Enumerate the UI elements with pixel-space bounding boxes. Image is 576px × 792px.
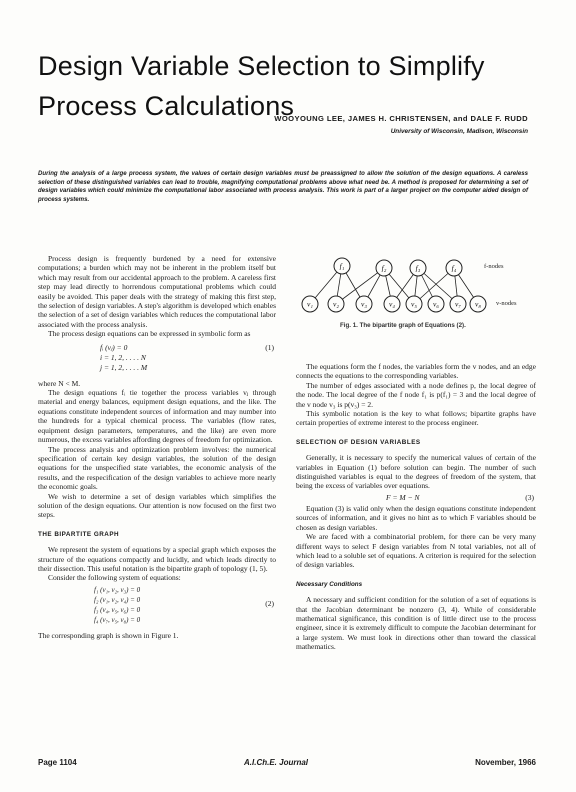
equation-line: j = 1, 2, . . . . M: [100, 362, 148, 372]
left-column: [38, 254, 276, 640]
equation-line: f₄ (v₇, v₅, v₈) = 0: [94, 615, 141, 624]
v-node-label: v₇: [455, 299, 461, 309]
where-clause: where N < M.: [38, 378, 81, 388]
paragraph: The number of edges associated with a node defines p, the local degree of the node. The local degree of the f node f₁ is p(f₁) = 3 and the local degree of the v node v₃ is p(v₃) = 2.: [296, 380, 536, 409]
paragraph: This symbolic notation is the key to what follows; bipartite graphs have certain properties of extreme interest to the process engineer.: [296, 409, 536, 428]
subsection-heading: Necessary Conditions: [296, 580, 363, 588]
paragraph: Process design is frequently burdened by a need for extensive computations; a burden which may not be inherent in the problem itself but which may result from our accidental approach to the problem. A careless first step may lead directly to horrendous computational problems which could easily be avoided. This paper deals with the strategy of making this first step, the selection of design variables. A step's algorithm is developed which enables the selection of a set of design variables which reduces the computational labor associated with the process analysis.: [38, 254, 276, 329]
page-title: Design Variable Selection to Simplify Process Calculations: [38, 51, 485, 122]
equation-line: f₃ (v₄, v₅, v₆) = 0: [94, 605, 141, 614]
paragraph: A necessary and sufficient condition for the solution of a set of equations is that the Jacobian determinant be nonzero (3, 4). While of considerable mathematical significance, this condition is of little direct use to the process engineer, since it is extremely difficult to compute the Jacobian determinant for a large system. We must look in directions other than toward the classical mathematics.: [296, 595, 536, 652]
f-node-label: f₃: [415, 263, 421, 273]
journal-name: A.I.Ch.E. Journal: [244, 758, 309, 767]
f-node-label: f₁: [339, 261, 345, 271]
equation-line: i = 1, 2, . . . . N: [100, 352, 146, 362]
paragraph: Equation (3) is valid only when the design equations constitute independent sources of information, and it gives no hint as to which F variables should be chosen as design variables.: [296, 503, 536, 532]
paragraph: The process analysis and optimization problem involves: the numerical specification of certain key design variables, the solution of the design equations for the unspecified state variables, the economic analysis of the results, and the respecification of the design variables to achieve more nearly the economic goals.: [38, 444, 276, 492]
section-heading: SELECTION OF DESIGN VARIABLES: [296, 438, 421, 446]
f-nodes-group: [334, 258, 462, 276]
v-node-label: v₃: [361, 299, 367, 309]
f-node-label: f₂: [381, 263, 387, 273]
equation-line: f₂ (v₁, v₂, v₄) = 0: [94, 595, 141, 604]
figure-reference: The corresponding graph is shown in Figure 1.: [38, 630, 179, 640]
figure-caption: Fig. 1. The bipartite graph of Equations (2).: [340, 322, 466, 329]
equation-2: [38, 585, 276, 631]
abstract: During the analysis of a large process system, the values of certain design variables must be preassigned to allow the solution of the design equations. A careless selection of these distinguished variables can lead to trouble, magnifying computational problems above what need be. A method is proposed for determining a set of design variables which could minimize the computational labor associated with process analysis. This work is part of a larger project on the computer aided design of process systems.: [38, 170, 528, 203]
v-node-label: v₈: [475, 299, 481, 309]
equation-number: (3): [525, 492, 534, 502]
f-node-label: f₄: [451, 263, 457, 273]
issue-date: November, 1966: [475, 758, 536, 767]
page-number: Page 1104: [38, 758, 77, 767]
v-node-label: v₁: [307, 299, 313, 309]
equation-line: fᵢ (vⱼ) = 0: [100, 342, 128, 352]
paragraph: Generally, it is necessary to specify the numerical values of certain of the variables in Equation (1) before solution can begin. The number of such distinguished variables is equal to the degrees of freedom of the system, that being the excess of variables over equations.: [296, 453, 536, 491]
v-node-label: v₆: [433, 299, 439, 309]
equation-number: (2): [265, 598, 274, 608]
equation-number: (1): [265, 342, 274, 352]
equation-1: [38, 341, 276, 379]
equation-3: [296, 491, 536, 504]
paragraph: The process design equations can be expressed in symbolic form as: [48, 329, 251, 339]
equation-line: f₁ (v₁, v₂, v₃) = 0: [94, 585, 141, 594]
paragraph: Consider the following system of equations:: [48, 573, 181, 583]
paragraph: The design equations fᵢ tie together the process variables vⱼ through material and energy balances, equipment design equations, and the like. The equations constitute independent sources of information and may number into the hundreds for a typical chemical process. The variables (flow rates, equipment design parameters, temperatures, and the like) are even more numerous, the excess variables affording degrees of freedom for optimization.: [38, 388, 276, 445]
v-node-label: v₄: [389, 299, 395, 309]
v-nodes-label: v-nodes: [496, 300, 517, 307]
right-column: [296, 362, 536, 652]
v-nodes-group: [302, 296, 486, 312]
paragraph: We wish to determine a set of design variables which simplifies the solution of the design equations. Our attention is now focused on the first two steps.: [38, 491, 276, 520]
paragraph: We are faced with a combinatorial problem, for there can be very many different ways to select F design variables from N total variables, not all of which lead to a soluble set of equations. A criterion is required for the selection of design variables.: [296, 532, 536, 570]
v-node-label: v₂: [333, 299, 339, 309]
affiliation: University of Wisconsin, Madison, Wisconsin: [390, 128, 528, 135]
paragraph: We represent the system of equations by a special graph which exposes the structure of the equations compactly and lucidly, and which leads directly to their dissection. This useful notation is the bipartite graph of topology (1, 5).: [38, 545, 276, 573]
section-heading: THE BIPARTITE GRAPH: [38, 530, 120, 538]
authors: WOOYOUNG LEE, JAMES H. CHRISTENSEN, and DALE F. RUDD: [274, 114, 528, 123]
f-nodes-label: f-nodes: [484, 263, 504, 270]
v-node-label: v₅: [411, 299, 417, 309]
equation-line: F = M − N: [386, 492, 420, 502]
paragraph: The equations form the f nodes, the variables form the v nodes, and an edge connects the equations to the corresponding variables.: [296, 362, 536, 381]
